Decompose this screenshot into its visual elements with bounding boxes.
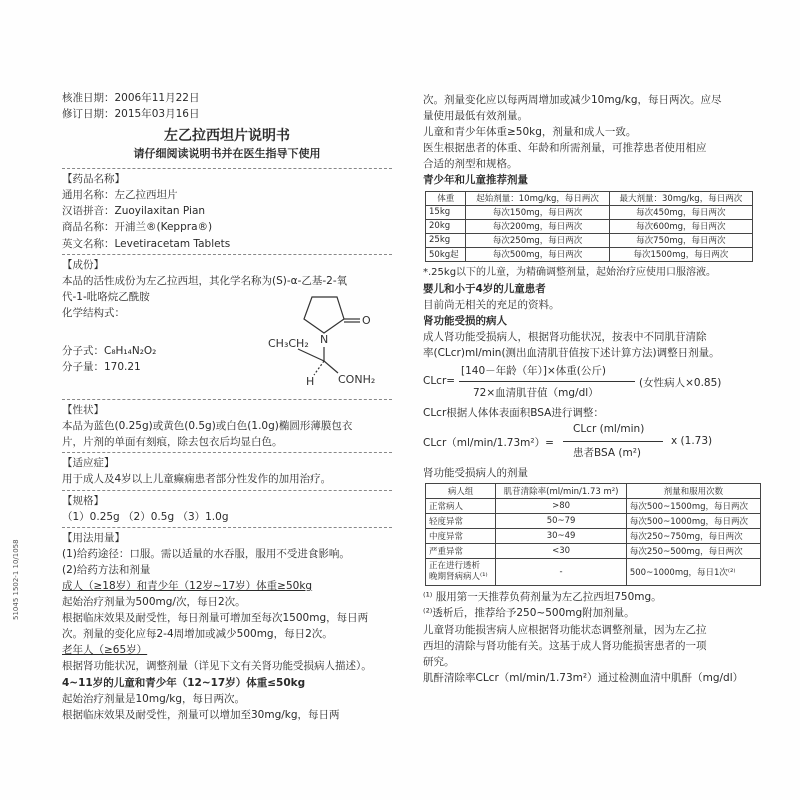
table-header-row (426, 484, 761, 499)
pediatric-table-title: 青少年和儿童推荐剂量 (423, 174, 528, 187)
pediatric-dose-table (425, 191, 753, 262)
dosage-text: 起始治疗剂量是10mg/kg，每日两次。 (62, 692, 246, 705)
divider (62, 399, 392, 400)
table-cell: 严重异常 (426, 544, 496, 559)
divider (62, 254, 392, 255)
table-cell: >80 (496, 499, 627, 514)
section-header-drug-name: 【药品名称】 (62, 173, 125, 186)
table-header-cell: 起始剂量：10mg/kg，每日两次 (466, 191, 609, 205)
molecular-formula: 分子式：C₈H₁₄N₂O₂ (62, 345, 157, 358)
dosage-continued-text: 次。剂量变化应以每两周增加或减少10mg/kg，每日两次。应尽 (423, 94, 722, 106)
table-cell: 50~79 (496, 514, 627, 529)
section-header-dosage: 【用法用量】 (62, 531, 125, 544)
bsa-formula (423, 421, 775, 465)
footnote: ⁽²⁾透析后，推荐给予250~500mg附加剂量。 (423, 607, 635, 620)
dosage-text: 根据肾功能状况，调整剂量（详见下文有关肾功能受损病人描述）。 (62, 660, 372, 673)
section-header-appearance: 【性状】 (62, 404, 104, 417)
amide-group-label: CONH₂ (338, 373, 376, 387)
table-cell: 每次150mg，每日两次 (466, 205, 609, 219)
dosage-text: 次。剂量的变化应每2-4周增加或减少500mg，每日2次。 (62, 628, 333, 641)
formula-right: (女性病人×0.85) (639, 377, 722, 390)
table-cell: 50kg起 (426, 247, 466, 261)
english-name: 英文名称：Levetiracetam Tablets (62, 237, 231, 250)
document-subtitle: 请仔细阅读说明书并在医生指导下使用 (133, 147, 321, 161)
chemical-structure-block (62, 314, 392, 397)
table-row (426, 529, 761, 544)
formula-numerator: [140－年龄（年）]×体重(公斤) (461, 365, 606, 378)
clcr-formula (423, 361, 775, 405)
dosage-text: (1)给药途径：口服。需以适量的水吞服，服用不受进食影响。 (62, 547, 350, 560)
formula-denominator: 72×血清肌苷值（mg/dl） (473, 387, 599, 400)
renal-dose-table (425, 483, 761, 586)
chemical-structure-diagram (202, 285, 382, 395)
formula-denominator: 患者BSA (m²) (573, 447, 642, 460)
table-cell: 正常病人 (426, 499, 496, 514)
dosage-continued-text: 医生根据患者的体重、年龄和所需剂量，可推荐患者使用相应 (423, 142, 707, 155)
dosage-text: 根据临床效果及耐受性，每日剂量可增加至每次1500mg，每日两 (62, 612, 369, 625)
section-header-composition: 【成份】 (62, 258, 104, 271)
dosage-continued-text: 合适的剂型和规格。 (423, 158, 518, 171)
renal-pediatric-text: 西坦的清除与肾功能有关。这基于成人肾功能损害患者的一项 (423, 639, 707, 652)
formula-right: x (1.73) (671, 435, 713, 448)
bsa-text: CLcr根据人体体表面积BSA进行调整： (423, 407, 604, 420)
composition-text: 代-1-吡咯烷乙酰胺 (62, 290, 150, 303)
table-cell: 25kg (426, 233, 466, 247)
right-column (423, 92, 775, 686)
table-cell: 每次250mg，每日两次 (466, 233, 609, 247)
renal-text: 率(CLcr)ml/min(测出血清肌苷值按下述计算方法)调整日剂量。 (423, 347, 720, 360)
table-cell: 30~49 (496, 529, 627, 544)
infant-text: 目前尚无相关的充足的资料。 (423, 298, 560, 311)
section-header-indications: 【适应症】 (62, 457, 115, 470)
table-row (426, 499, 761, 514)
indications-text: 用于成人及4岁以上儿童癫痫患者部分性发作的加用治疗。 (62, 473, 332, 486)
dosage-subheading: 成人（≥18岁）和青少年（12岁~17岁）体重≥50kg (62, 579, 313, 592)
nitrogen-label: N (320, 333, 329, 347)
table-cell: 轻度异常 (426, 514, 496, 529)
pinyin-name: 汉语拼音：Zuoyilaxitan Pian (62, 205, 206, 218)
trade-name: 商品名称：开浦兰®(Keppra®) (62, 221, 213, 234)
table-cell: 每次1500mg，每日两次 (609, 247, 752, 261)
dosage-continued-text: 儿童和青少年体重≥50kg，剂量和成人一致。 (423, 126, 637, 139)
approval-date: 核准日期：2006年11月22日 (62, 92, 200, 104)
table-cell: <30 (496, 544, 627, 559)
document-title: 左乙拉西坦片说明书 (164, 128, 290, 145)
table-cell: 15kg (426, 205, 466, 219)
table-cell: 每次500~1500mg，每日两次 (626, 499, 760, 514)
table-cell: 每次200mg，每日两次 (466, 219, 609, 233)
appearance-text: 片，片剂的单面有刻痕，除去包衣后均显白色。 (62, 436, 283, 449)
table-row (426, 544, 761, 559)
table-cell: 每次250~750mg，每日两次 (626, 529, 760, 544)
table-cell: 每次250~500mg，每日两次 (626, 544, 760, 559)
table-cell: 每次750mg，每日两次 (609, 233, 752, 247)
strength-text: （1）0.25g （2）0.5g （3）1.0g (62, 510, 229, 523)
dosage-text: 起始治疗剂量为500mg/次，每日2次。 (62, 596, 246, 609)
oxygen-label: O (362, 314, 371, 328)
table-row (426, 219, 753, 233)
table-cell: 20kg (426, 219, 466, 233)
table-header-row (426, 191, 753, 205)
table-header-cell: 体重 (426, 191, 466, 205)
table-row (426, 205, 753, 219)
print-code: 51045 1502-1 10/1058 (12, 539, 20, 620)
table-header-cell: 肌苷清除率(ml/min/1.73 m²) (496, 484, 627, 499)
table-cell: 每次450mg，每日两次 (609, 205, 752, 219)
renal-text: 成人肾功能受损病人，根据肾功能状况，按表中不同肌苷清除 (423, 330, 707, 343)
infant-heading: 婴儿和小于4岁的儿童患者 (423, 282, 546, 295)
table-row (426, 247, 753, 261)
table-cell: 每次500~1000mg，每日两次 (626, 514, 760, 529)
table-cell: 每次600mg，每日两次 (609, 219, 752, 233)
renal-pediatric-text: 儿童肾功能损害病人应根据肾功能状态调整剂量，因为左乙拉 (423, 623, 707, 636)
divider (62, 168, 392, 169)
generic-name: 通用名称：左乙拉西坦片 (62, 189, 178, 202)
dosage-continued-text: 量使用最低有效剂量。 (423, 110, 528, 123)
pediatric-note: *.25kg以下的儿童，为精确调整剂量，起始治疗应使用口服溶液。 (423, 266, 717, 278)
table-header-cell: 病人组 (426, 484, 496, 499)
appearance-text: 本品为蓝色(0.25g)或黄色(0.5g)或白色(1.0g)椭圆形薄膜包衣 (62, 420, 353, 433)
table-header-cell: 剂量和服用次数 (626, 484, 760, 499)
creatinine-text: 肌酐清除率CLcr（ml/min/1.73m²）通过检测血清中肌酐（mg/dl） (423, 671, 744, 684)
table-cell: 中度异常 (426, 529, 496, 544)
dosage-text: (2)给药方法和剂量 (62, 563, 151, 576)
left-column (62, 90, 392, 723)
dosage-subheading: 老年人（≥65岁） (62, 644, 148, 657)
structure-label: 化学结构式： (62, 306, 125, 319)
footnote: ⁽¹⁾ 服用第一天推荐负荷剂量为左乙拉西坦750mg。 (423, 591, 662, 604)
table-row (426, 514, 761, 529)
table-row (426, 233, 753, 247)
molecular-weight: 分子量：170.21 (62, 361, 141, 374)
table-cell: - (496, 559, 627, 586)
formula-left: CLcr（ml/min/1.73m²）= (423, 437, 554, 450)
section-header-strength: 【规格】 (62, 494, 104, 507)
table-cell: 每次500mg，每日两次 (466, 247, 609, 261)
table-cell: 500~1000mg，每日1次⁽²⁾ (626, 559, 760, 586)
fraction-bar (459, 381, 635, 382)
hydrogen-label: H (306, 375, 315, 389)
revision-date: 修订日期：2015年03月16日 (62, 108, 200, 121)
table-header-cell: 最大剂量：30mg/kg，每日两次 (609, 191, 752, 205)
composition-text: 本品的活性成份为左乙拉西坦，其化学名称为(S)-α-乙基-2-氧 (62, 274, 348, 287)
formula-left: CLcr= (423, 375, 456, 388)
dosage-subheading: 4~11岁的儿童和青少年（12~17岁）体重≤50kg (62, 676, 306, 689)
fraction-bar (563, 441, 663, 442)
renal-heading: 肾功能受损的病人 (423, 314, 507, 327)
renal-pediatric-text: 研究。 (423, 655, 455, 668)
divider (62, 490, 392, 491)
divider (62, 527, 392, 528)
dosage-text: 根据临床效果及耐受性，剂量可以增加至30mg/kg，每日两 (62, 708, 340, 721)
ethyl-group-label: CH₃CH₂ (268, 337, 309, 351)
divider (62, 452, 392, 453)
renal-table-title: 肾功能受损病人的剂量 (423, 467, 528, 480)
formula-numerator: CLcr (ml/min) (573, 423, 645, 436)
table-cell: 正在进行透析 晚期肾病病人⁽¹⁾ (426, 559, 496, 586)
table-row (426, 559, 761, 586)
